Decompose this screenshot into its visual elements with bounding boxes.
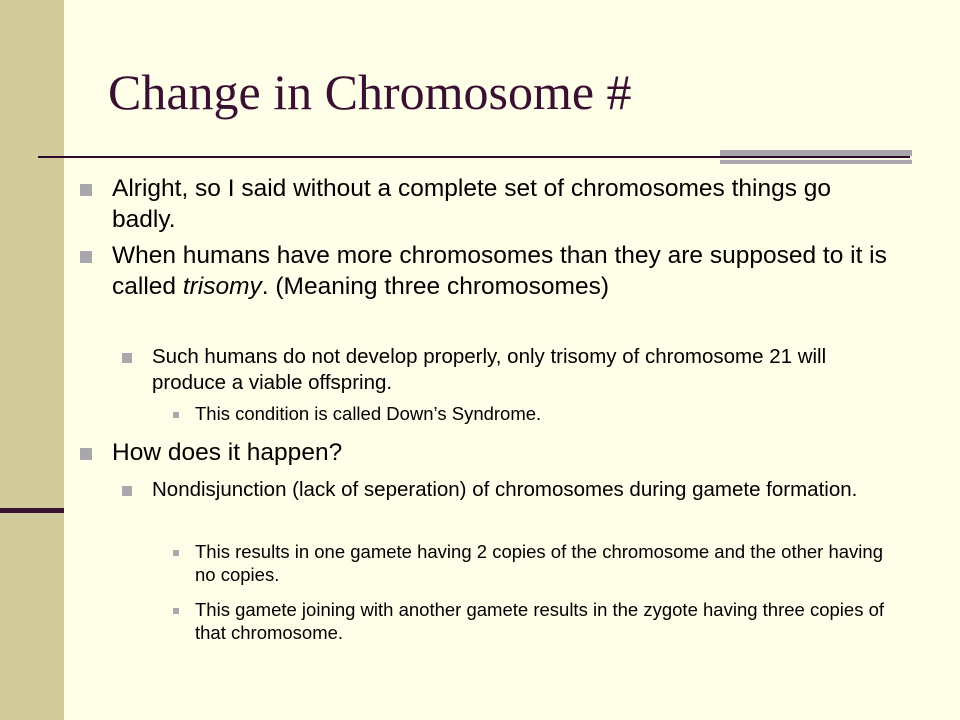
bullet-text: When humans have more chromosomes than they are supposed to it is called (112, 242, 887, 300)
square-bullet-icon (80, 251, 92, 263)
side-bar (0, 0, 64, 720)
sub-sub-bullet-text: This results in one gamete having 2 copies of the chromosome and the other having no copies. (195, 541, 883, 585)
square-bullet-icon (80, 184, 92, 196)
bullet-item (112, 240, 892, 302)
bullet-text: How does it happen? (112, 439, 343, 466)
sub-bullet-item (152, 344, 882, 396)
sub-bullet-text: Nondisjunction (lack of seperation) of chromosomes during gamete formation. (152, 478, 858, 501)
bullet-text: . (Meaning three chromosomes) (261, 273, 610, 300)
square-bullet-icon (122, 486, 132, 496)
square-bullet-icon (173, 412, 179, 418)
sub-sub-bullet-item (195, 402, 895, 425)
bullet-text: Alright, so I said without a complete set of chromosomes things go badly. (112, 175, 832, 233)
sub-sub-bullet-item (195, 598, 895, 644)
sub-sub-bullet-text: This gamete joining with another gamete results in the zygote having three copies of that chromosome. (195, 599, 885, 643)
title-underline-rule (38, 156, 910, 158)
side-bar-accent-rule (0, 508, 64, 513)
bullet-item (112, 437, 892, 468)
bullet-item (112, 173, 892, 235)
sub-sub-bullet-text: This condition is called Down’s Syndrome. (195, 403, 542, 424)
square-bullet-icon (173, 608, 179, 614)
square-bullet-icon (122, 353, 132, 363)
title-accent-rule-bottom (720, 160, 912, 164)
bullet-emphasis: trisomy (182, 273, 262, 300)
sub-bullet-text: Such humans do not develop properly, only trisomy of chromosome 21 will produce a viable offspring. (152, 345, 827, 394)
slide-title: Change in Chromosome # (108, 64, 632, 120)
sub-sub-bullet-item (195, 540, 895, 586)
sub-bullet-item (152, 477, 882, 503)
square-bullet-icon (173, 550, 179, 556)
square-bullet-icon (80, 448, 92, 460)
